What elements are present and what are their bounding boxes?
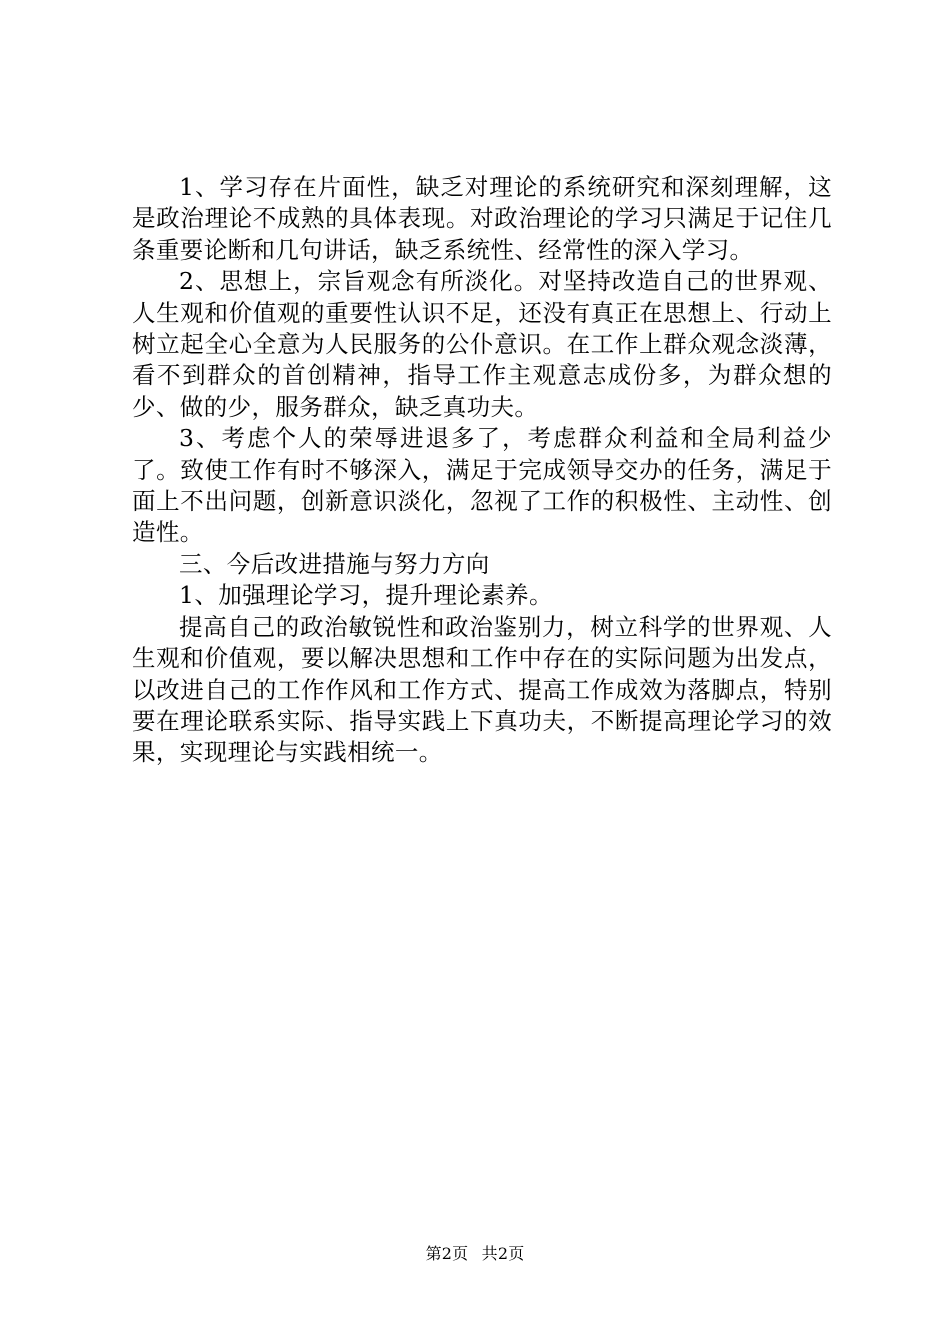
paragraph-item-1: 1、学习存在片面性，缺乏对理论的系统研究和深刻理解，这是政治理论不成熟的具体表现。对政治理论的学习只满足于记住几条重要论断和几句讲话，缺乏系统性、经常性的深入学习。 bbox=[132, 173, 832, 264]
page-number-total: 共2页 bbox=[481, 1244, 525, 1263]
paragraph-item-4: 提高自己的政治敏锐性和政治鉴别力，树立科学的世界观、人生观和价值观，要以解决思想和工作中存在的实际问题为出发点，以改进自己的工作作风和工作方式、提高工作成效为落脚点，特别要在理论联系实际、指导实践上下真功夫，不断提高理论学习的效果，实现理论与实践相统一。 bbox=[132, 612, 832, 767]
page-footer bbox=[0, 1244, 950, 1264]
page-number-current: 第2页 bbox=[425, 1244, 469, 1263]
document-body bbox=[132, 172, 832, 769]
section-heading: 三、今后改进措施与努力方向 bbox=[179, 549, 490, 578]
subsection-heading: 1、加强理论学习，提升理论素养。 bbox=[179, 581, 553, 610]
paragraph-item-3: 3、考虑个人的荣辱进退多了，考虑群众利益和全局利益少了。致使工作有时不够深入，满足于完成领导交办的任务，满足于面上不出问题，创新意识淡化，忽视了工作的积极性、主动性、创造性。 bbox=[132, 424, 832, 547]
paragraph-item-2: 2、思想上，宗旨观念有所淡化。对坚持改造自己的世界观、人生观和价值观的重要性认识不足，还没有真正在思想上、行动上树立起全心全意为人民服务的公仆意识。在工作上群众观念淡薄，看不到群众的首创精神，指导工作主观意志成份多，为群众想的少、做的少，服务群众，缺乏真功夫。 bbox=[132, 267, 832, 421]
